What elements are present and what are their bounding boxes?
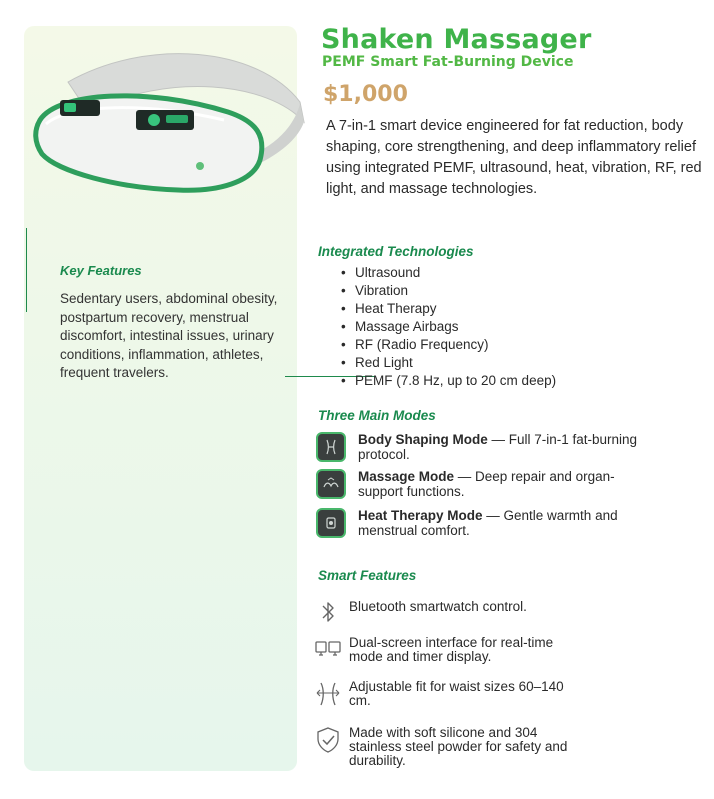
smart-features-title: Smart Features (318, 568, 417, 583)
mode-name: Heat Therapy Mode (358, 508, 483, 523)
key-features-text: Sedentary users, abdominal obesity, postpartum recovery, menstrual discomfort, intestinal issues, urinary conditions, inflammation, athletes, frequent travelers. (60, 291, 278, 380)
product-subtitle: PEMF Smart Fat-Burning Device (322, 54, 574, 70)
mode-name: Massage Mode (358, 469, 455, 484)
list-item: • Ultrasound (340, 264, 556, 282)
product-description: A 7-in-1 smart device engineered for fat reduction, body shaping, core strengthening, and deep inflammatory relief using integrated PEMF, ultrasound, heat, vibration, RF, red light, and massage technologies. (326, 118, 702, 197)
three-main-modes-title: Three Main Modes (318, 408, 436, 423)
shield-icon (314, 726, 342, 754)
mode-description: — Full 7-in-1 fat-burning protocol. (358, 432, 638, 462)
mode-massage (316, 469, 676, 503)
key-features-title: Key Features (60, 263, 142, 278)
product-image (28, 42, 308, 202)
waist-icon (314, 680, 342, 708)
smart-feature-text: Dual-screen interface for real-time mode and timer display. (349, 635, 554, 664)
massage-icon (316, 469, 346, 499)
list-item: • Massage Airbags (340, 318, 556, 336)
smart-feature-text: Adjustable fit for waist sizes 60–140 cm. (349, 679, 564, 708)
smart-feature-text: Bluetooth smartwatch control. (349, 599, 527, 614)
integrated-technologies-title: Integrated Technologies (318, 244, 474, 259)
smart-feature-text: Made with soft silicone and 304 stainless steel powder for safety and durability. (349, 725, 568, 768)
technologies-list (340, 264, 556, 390)
bluetooth-icon (314, 598, 342, 626)
product-title: Shaken Massager (321, 24, 592, 55)
mode-heat-therapy (316, 508, 676, 542)
body-shape-icon (316, 432, 346, 462)
mode-body-shaping (316, 432, 676, 466)
dual-screen-icon (314, 636, 342, 664)
heat-icon (316, 508, 346, 538)
product-price: $1,000 (323, 82, 408, 107)
list-item: • Red Light (340, 354, 556, 372)
list-item: • PEMF (7.8 Hz, up to 20 cm deep) (340, 372, 556, 390)
list-item: • RF (Radio Frequency) (340, 336, 556, 354)
list-item: • Heat Therapy (340, 300, 556, 318)
divider-vertical (26, 228, 27, 312)
mode-name: Body Shaping Mode (358, 432, 488, 447)
list-item: • Vibration (340, 282, 556, 300)
mode-description: — Gentle warmth and menstrual comfort. (358, 508, 618, 538)
mode-description: — Deep repair and organ-support functions. (358, 469, 615, 499)
